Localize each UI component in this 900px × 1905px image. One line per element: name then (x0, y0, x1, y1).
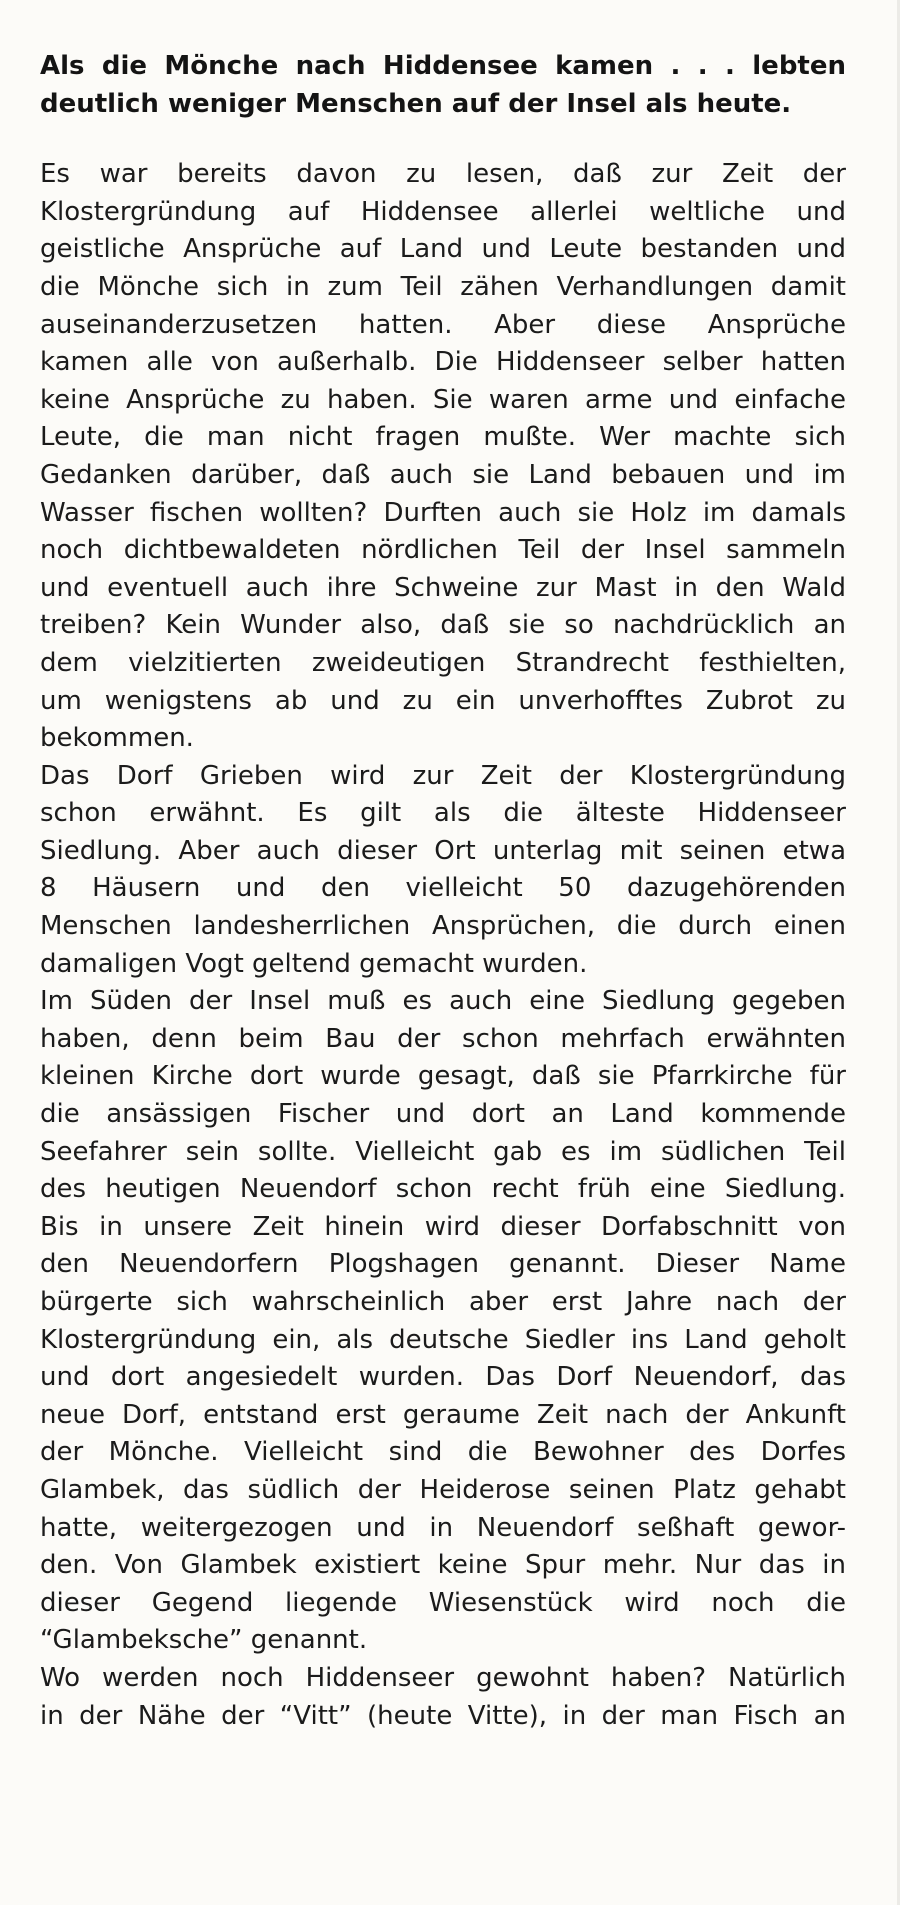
text-line: Bis in unsere Zeit hinein wird dieser Dorfabschnitt von (40, 1211, 846, 1242)
text-line: dieser Gegend liegende Wiesenstück wird noch die (40, 1587, 846, 1618)
text-line: Leute, die man nicht fragen mußte. Wer machte sich (40, 422, 846, 453)
text-line: der Mönche. Vielleicht sind die Bewohner des Dorfes (40, 1437, 846, 1468)
text-line: treiben? Kein Wunder also, daß sie so nachdrücklich an (40, 610, 846, 641)
text-line: Es war bereits davon zu lesen, daß zur Zeit der (40, 159, 846, 190)
text-line: Wo werden noch Hiddenseer gewohnt haben? Natürlich (40, 1662, 846, 1693)
text-line: die ansässigen Fischer und dort an Land kommende (40, 1099, 846, 1130)
text-line: Siedlung. Aber auch dieser Ort unterlag mit seinen etwa (40, 835, 846, 866)
text-line: noch dichtbewaldeten nördlichen Teil der Insel sammeln (40, 535, 846, 566)
text-line: Das Dorf Grieben wird zur Zeit der Klostergründung (40, 760, 846, 791)
text-line: “Glambeksche” genannt. (40, 1625, 368, 1656)
text-line: kamen alle von außerhalb. Die Hiddenseer selber hatten (40, 347, 846, 378)
text-line: haben, denn beim Bau der schon mehrfach erwähnten (40, 1023, 846, 1054)
text-line: und dort angesiedelt wurden. Das Dorf Neuendorf, das (40, 1362, 846, 1393)
text-line: geistliche Ansprüche auf Land und Leute bestanden und (40, 234, 846, 265)
text-line: Gedanken darüber, daß auch sie Land bebauen und im (40, 459, 846, 490)
text-line: und eventuell auch ihre Schweine zur Mast in den Wald (40, 572, 846, 603)
text-line: keine Ansprüche zu haben. Sie waren arme und einfache (40, 384, 846, 415)
text-line: Seefahrer sein sollte. Vielleicht gab es im südlichen Teil (40, 1136, 846, 1167)
text-line: hatte, weitergezogen und in Neuendorf seßhaft gewor- (40, 1512, 846, 1543)
text-line: schon erwähnt. Es gilt als die älteste Hiddenseer (40, 798, 846, 829)
text-line: 8 Häusern und den vielleicht 50 dazugehörenden (40, 873, 846, 904)
chapter-heading (40, 48, 846, 123)
text-line: den. Von Glambek existiert keine Spur mehr. Nur das in (40, 1550, 846, 1581)
text-line: in der Nähe der “Vitt” (heute Vitte), in der man Fisch an (40, 1700, 846, 1731)
text-line: bekommen. (40, 723, 194, 754)
text-line: kleinen Kirche dort wurde gesagt, daß sie Pfarrkirche für (40, 1061, 846, 1092)
text-line: des heutigen Neuendorf schon recht früh eine Siedlung. (40, 1174, 846, 1205)
text-line: Menschen landesherrlichen Ansprüchen, die durch einen (40, 911, 846, 942)
text-line: um wenigstens ab und zu ein unverhofftes Zubrot zu (40, 685, 846, 716)
paragraph (40, 758, 846, 984)
text-line: Im Süden der Insel muß es auch eine Siedlung gegeben (40, 986, 846, 1017)
heading-line: deutlich weniger Menschen auf der Insel als heute. (40, 88, 792, 119)
body-text (40, 156, 846, 1735)
text-line: neue Dorf, entstand erst geraume Zeit nach der Ankunft (40, 1399, 846, 1430)
text-line: die Mönche sich in zum Teil zähen Verhandlungen damit (40, 271, 846, 302)
paragraph (40, 1660, 846, 1735)
text-line: Glambek, das südlich der Heiderose seinen Platz gehabt (40, 1474, 846, 1505)
text-line: Wasser fischen wollten? Durften auch sie Holz im damals (40, 497, 846, 528)
text-line: dem vielzitierten zweideutigen Strandrecht festhielten, (40, 647, 846, 678)
paragraph (40, 156, 846, 758)
heading-line: Als die Mönche nach Hiddensee kamen . . . lebten (40, 51, 846, 81)
text-line: den Neuendorfern Plogshagen genannt. Dieser Name (40, 1249, 846, 1280)
paragraph (40, 983, 846, 1660)
text-line: Klostergründung ein, als deutsche Siedler ins Land geholt (40, 1324, 846, 1355)
text-line: Klostergründung auf Hiddensee allerlei weltliche und (40, 196, 846, 227)
text-line: auseinanderzusetzen hatten. Aber diese Ansprüche (40, 309, 846, 340)
text-line: bürgerte sich wahrscheinlich aber erst Jahre nach der (40, 1287, 846, 1317)
text-line: damaligen Vogt geltend gemacht wurden. (40, 948, 588, 979)
